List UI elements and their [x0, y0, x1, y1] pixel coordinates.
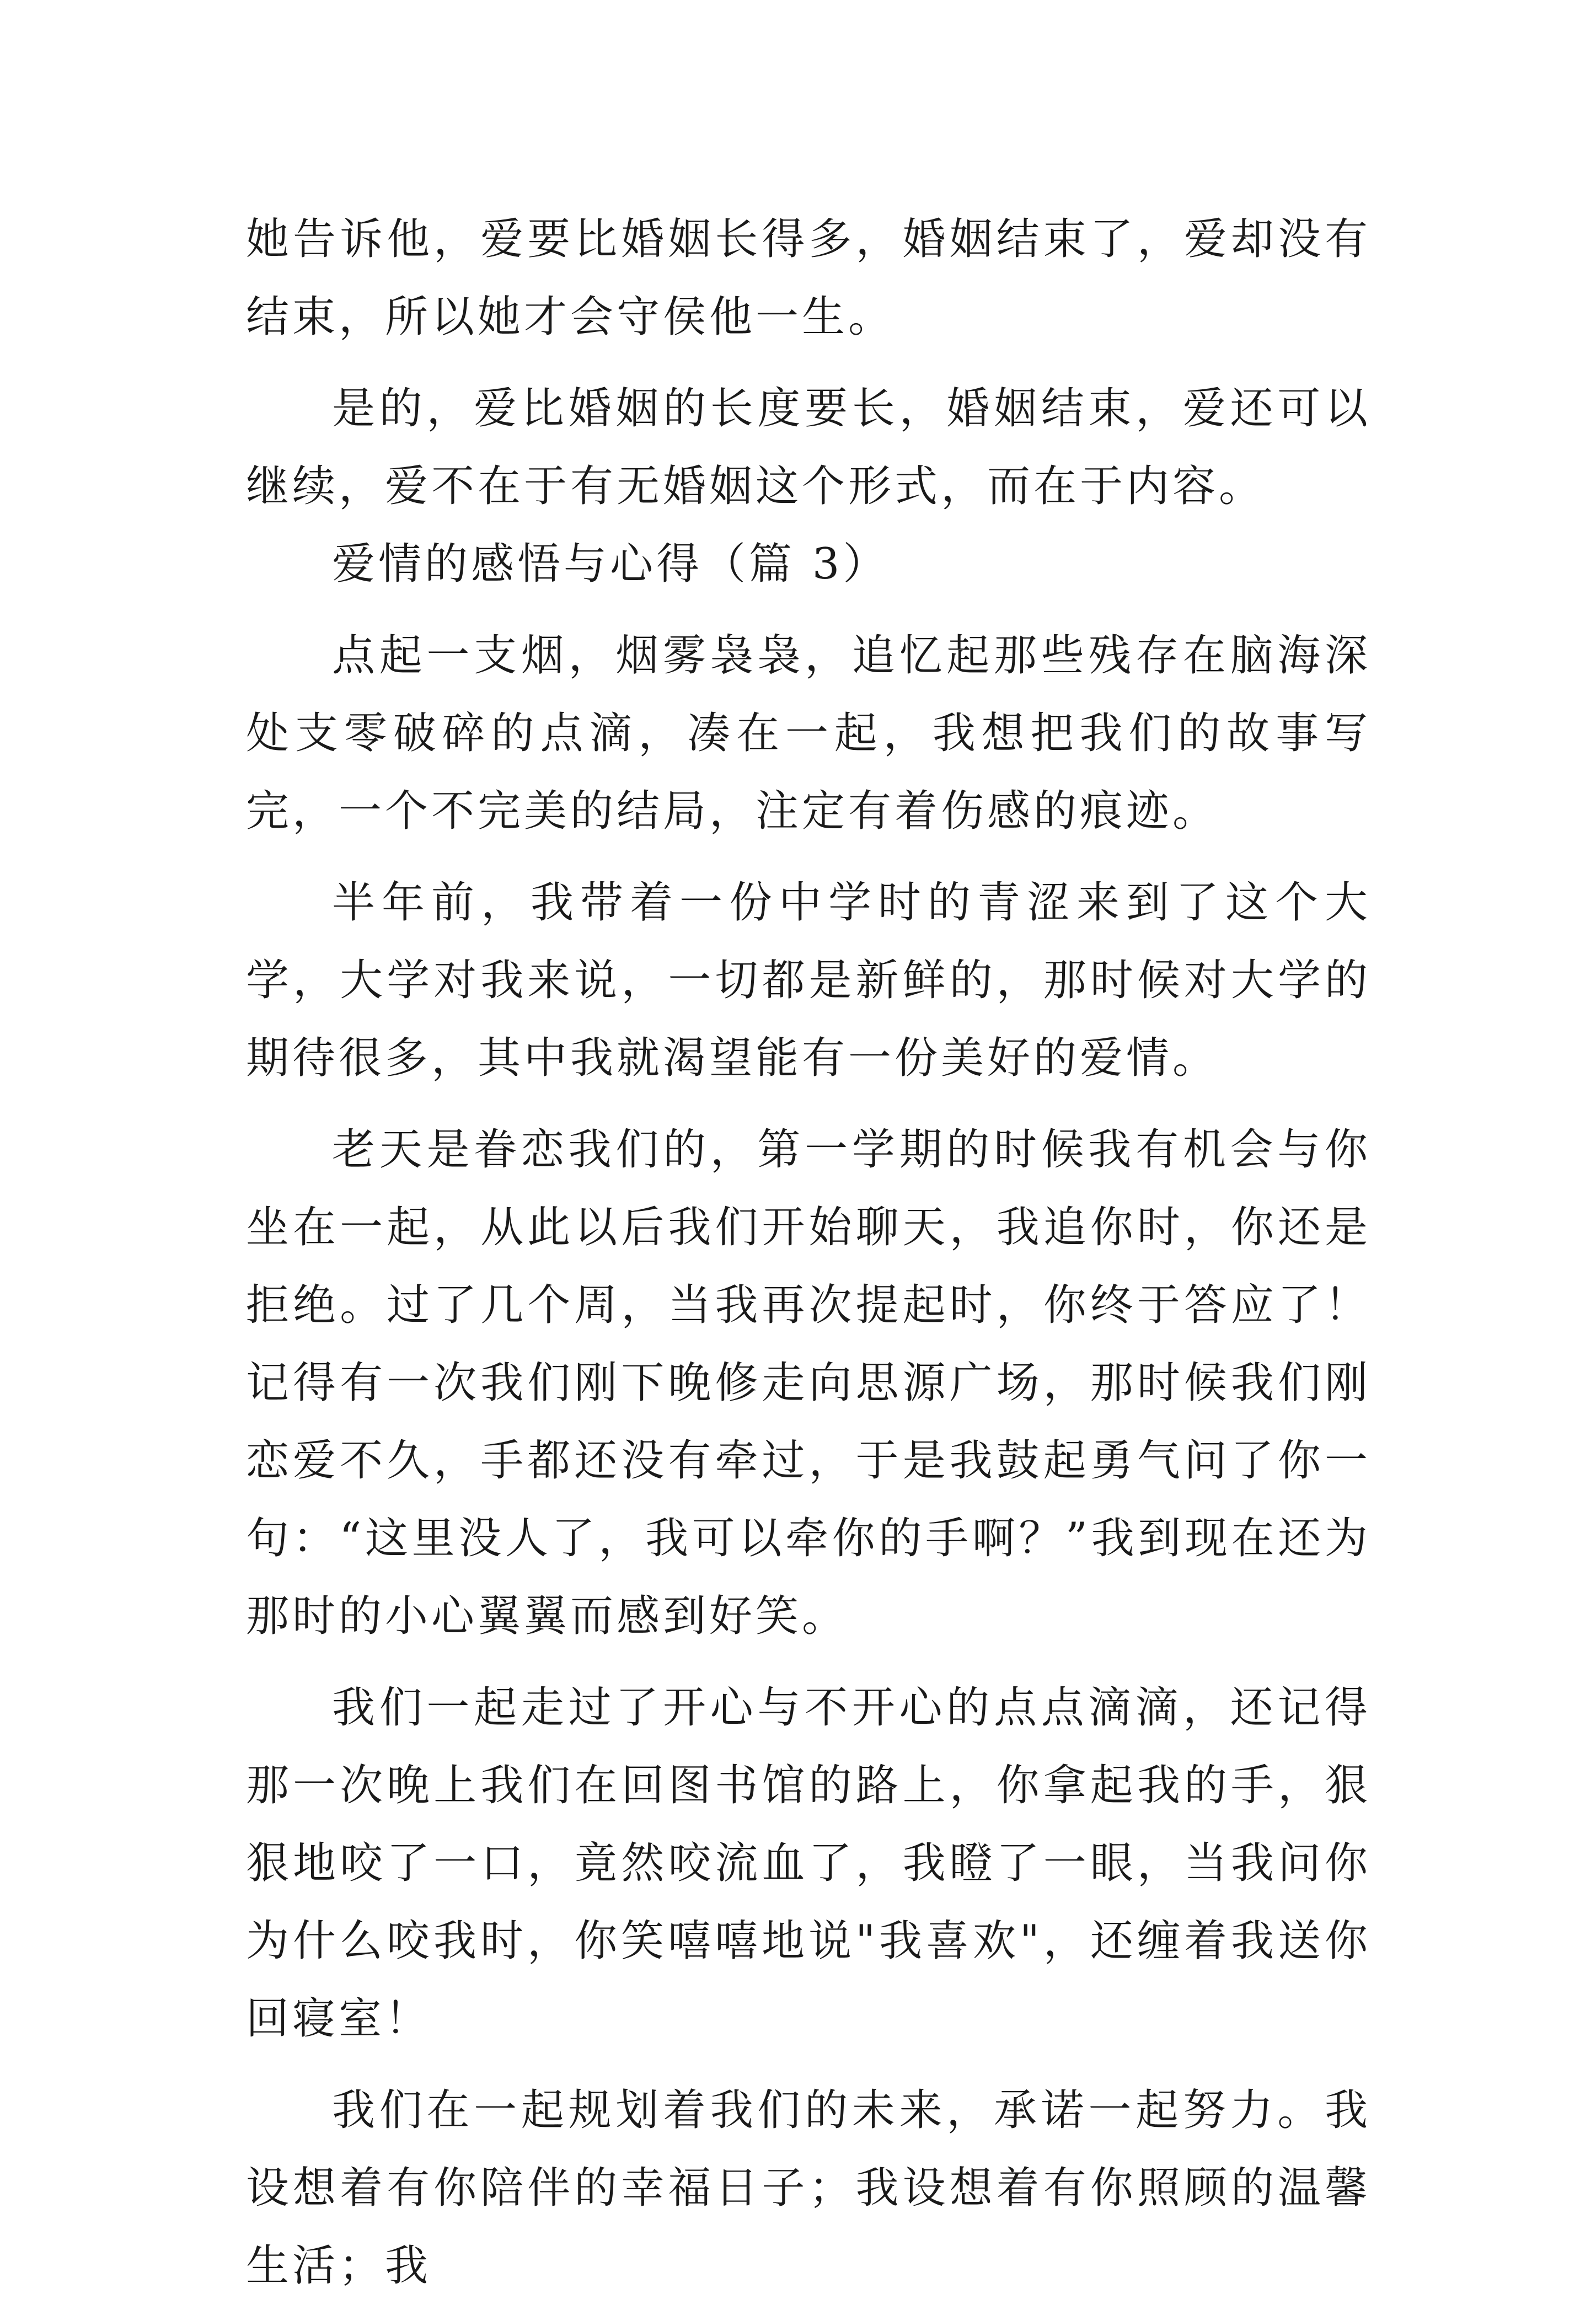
document-body [246, 201, 1371, 2305]
paragraph: 半年前，我带着一份中学时的青涩来到了这个大学，大学对我来说，一切都是新鲜的，那时候对大学的期待很多，其中我就渴望能有一份美好的爱情。 [246, 878, 1371, 1083]
paragraph: 是的，爱比婚姻的长度要长，婚姻结束，爱还可以继续，爱不在于有无婚姻这个形式，而在于内容。 [246, 384, 1371, 511]
section-heading: 爱情的感悟与心得（篇 3） [332, 539, 890, 589]
paragraph: 我们在一起规划着我们的未来，承诺一起努力。我设想着有你陪伴的幸福日子；我设想着有你照顾的温馨生活；我 [246, 2086, 1371, 2291]
paragraph: 老天是眷恋我们的，第一学期的时候我有机会与你坐在一起，从此以后我们开始聊天，我追你时，你还是拒绝。过了几个周，当我再次提起时，你终于答应了！记得有一次我们刚下晚修走向思源广场，那时候我们刚恋爱不久，手都还没有牵过，于是我鼓起勇气问了你一句：“这里没人了，我可以牵你的手啊？”我到现在还为那时的小心翼翼而感到好笑。 [246, 1125, 1371, 1641]
paragraph-continuation: 她告诉他，爱要比婚姻长得多，婚姻结束了，爱却没有结束，所以她才会守侯他一生。 [246, 215, 1371, 342]
paragraph: 点起一支烟，烟雾袅袅，追忆起那些残存在脑海深处支零破碎的点滴，凑在一起，我想把我们的故事写完，一个不完美的结局，注定有着伤感的痕迹。 [246, 631, 1371, 836]
paragraph: 我们一起走过了开心与不开心的点点滴滴，还记得那一次晚上我们在回图书馆的路上，你拿起我的手，狠狠地咬了一口，竟然咬流血了，我瞪了一眼，当我问你为什么咬我时，你笑嘻嘻地说"我喜欢"，还缠着我送你回寝室！ [246, 1683, 1371, 2044]
